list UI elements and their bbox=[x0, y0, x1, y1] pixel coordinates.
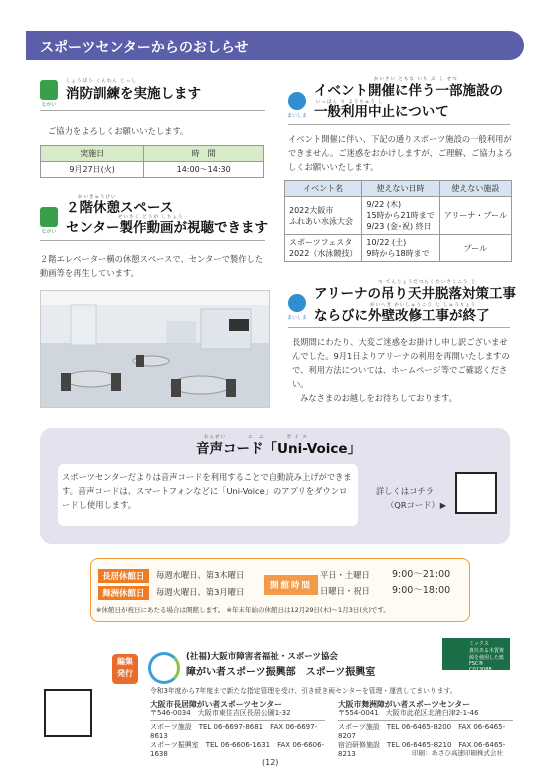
event-title-2: 一般利用中止について bbox=[314, 104, 449, 120]
nagai-icon-caption: ながい bbox=[41, 102, 57, 108]
table-cell: ふれあい水泳大会 bbox=[289, 216, 353, 226]
center-address: 〒554-0041 大阪市此花区北港白津2-1-46 bbox=[338, 709, 479, 717]
nagai-closed-text: 毎週水曜日、第3木曜日 bbox=[156, 570, 245, 580]
event-ruby-2: いっぱん り ようちゅう し bbox=[316, 100, 384, 105]
table-row bbox=[285, 235, 512, 262]
lounge-ruby-1: かいきゅうけい bbox=[78, 195, 117, 200]
center-phone: 宿泊研修施設 TEL 06-6465-8210 FAX 06-6465-8213 bbox=[338, 741, 506, 758]
opening-hours-tag: 開館時間 bbox=[264, 575, 318, 595]
table-header: 実施日 bbox=[41, 146, 144, 162]
weekday-label: 平日・土曜日 bbox=[320, 570, 370, 580]
footer-qr-code[interactable] bbox=[44, 689, 92, 737]
table-cell: 15時から21時まで bbox=[366, 211, 435, 220]
nagai-icon-caption: ながい bbox=[41, 229, 57, 235]
fire-drill-text: ご協力をよろしくお願いいたします。 bbox=[48, 126, 189, 136]
voice-text: スポーツセンターだよりは音声コードを利用することで自動読み上げができます。音声コードは、スマートフォンなどに「Uni-Voice」のアプリをダウンロードし使用します。 bbox=[62, 472, 352, 510]
nagai-icon bbox=[40, 207, 58, 227]
table-cell: 9時から18時まで bbox=[366, 249, 430, 258]
publisher-badge-line: 編集 bbox=[117, 657, 133, 666]
table-cell: アリーナ・プール bbox=[439, 197, 511, 235]
publisher-dept: 障がい者スポーツ振興部 スポーツ振興室 bbox=[186, 667, 376, 678]
divider bbox=[40, 240, 265, 241]
table-cell: 10/22 (土) bbox=[366, 238, 407, 247]
lounge-photo bbox=[40, 290, 270, 408]
maishima-closed-tag: 舞洲休館日 bbox=[98, 586, 149, 600]
voice-more-label: 詳しくはコチラ bbox=[376, 486, 435, 496]
center-address: 〒546-0034 大阪市東住吉区長居公園1-32 bbox=[150, 709, 291, 717]
arena-title-1: アリーナの吊り天井脱落対策工事 bbox=[314, 286, 516, 302]
nagai-center-info bbox=[150, 700, 325, 759]
page-number: (12) bbox=[262, 758, 279, 767]
lounge-title-2: センター製作動画が視聴できます bbox=[66, 220, 268, 236]
table-row bbox=[285, 197, 512, 235]
center-phone: スポーツ施設 TEL 06-6465-8200 FAX 06-6465-8207 bbox=[338, 723, 506, 740]
table-cell: スポーツフェスタ bbox=[289, 238, 353, 247]
fire-drill-table bbox=[40, 145, 264, 178]
publisher-badge bbox=[112, 654, 138, 684]
arena-ruby-1: つ てんじょうだつらくたいさくこう じ bbox=[378, 280, 477, 285]
lounge-text: ２階エレベーター横の休憩スペースで、センターで製作した動画等を再生しています。 bbox=[40, 254, 264, 278]
arena-text-2: みなさまのお越しをお待ちしております。 bbox=[300, 393, 457, 403]
printer-credit: 印刷：あさひ高速印刷株式会社 bbox=[412, 749, 503, 757]
divider bbox=[288, 124, 510, 125]
voice-qr-link[interactable]: （QRコード）▶ bbox=[386, 500, 447, 510]
arena-title-2: ならびに外壁改修工事が終了 bbox=[314, 308, 490, 324]
maishima-icon-caption: まいしま bbox=[286, 113, 307, 119]
fire-drill-ruby: しょうぼう くんれん じっし bbox=[66, 79, 137, 84]
table-header: イベント名 bbox=[285, 181, 362, 197]
table-header: 使えない日時 bbox=[362, 181, 439, 197]
nagai-icon bbox=[40, 80, 58, 100]
weekday-time: 9:00～21:00 bbox=[392, 569, 451, 580]
maishima-icon bbox=[288, 294, 306, 312]
lounge-photo-illustration bbox=[41, 291, 270, 408]
table-cell: プール bbox=[439, 235, 511, 262]
table-cell: 14:00～14:30 bbox=[144, 162, 264, 178]
table-cell: 9/22 (木) bbox=[366, 200, 402, 209]
event-text: イベント開催に伴い、下記の通りスポーツ施設の一般利用ができません。ご迷惑をおかけしますが、ご理解、ご協力よろしくお願いいたします。 bbox=[288, 134, 513, 172]
publisher-org: (社福)大阪市障害者福祉・スポーツ協会 bbox=[186, 652, 338, 662]
page-banner bbox=[26, 31, 524, 60]
voice-ruby: おんせい ユ ニ ボ イ ス bbox=[204, 435, 308, 440]
maishima-closed-text: 毎週火曜日、第3月曜日 bbox=[156, 587, 245, 597]
closed-days-note: ※休館日が祝日にあたる場合は開館します。 ※年末年始の休館日は12月29日(木)～1月3日(火)です。 bbox=[96, 606, 390, 614]
voice-qr-code[interactable] bbox=[455, 472, 497, 514]
table-cell: 9月27日(火) bbox=[41, 162, 144, 178]
divider bbox=[288, 327, 510, 328]
association-logo bbox=[148, 652, 180, 684]
arena-text: 長期間にわたり、大変ご迷惑をお掛けし申し訳ございませんでした。9月1日よりアリーナの利用を再開いたしますので、利用方法については、ホームページ等でご確認ください。 bbox=[292, 337, 510, 389]
event-ruby-1: かいさい ともな いち ぶ し せつ bbox=[374, 77, 458, 82]
fsc-logo bbox=[442, 638, 510, 673]
fsc-label-2: 責任ある木質資源を使用した紙 bbox=[469, 648, 505, 661]
publisher-badge-line: 発行 bbox=[117, 669, 133, 678]
table-cell: 9/23 (金･祝) 終日 bbox=[366, 222, 432, 231]
table-header: 時 間 bbox=[144, 146, 264, 162]
event-table bbox=[284, 180, 512, 262]
publisher-note: 令和3年度から7年度まで新たな指定管理を受け、引き続き両センターを管理・運営してまいります。 bbox=[150, 687, 457, 695]
arena-ruby-2: がいへき かいしゅうこう じ しゅうりょう bbox=[370, 303, 477, 308]
nagai-closed-tag: 長居休館日 bbox=[98, 569, 149, 583]
center-name: 大阪市長居障がい者スポーツセンター bbox=[150, 700, 282, 709]
divider bbox=[150, 720, 325, 721]
holiday-time: 9:00～18:00 bbox=[392, 585, 451, 596]
lounge-ruby-2: せいさく どうが しちょう bbox=[118, 215, 184, 220]
table-cell: 2022大阪市 bbox=[289, 205, 334, 215]
table-cell: 2022（水泳競技） bbox=[289, 249, 358, 258]
banner-title: スポーツセンターからのおしらせ bbox=[40, 40, 249, 56]
center-name: 大阪市舞洲障がい者スポーツセンター bbox=[338, 700, 470, 709]
fsc-label-3: FSC® C013088 bbox=[469, 661, 492, 673]
holiday-label: 日曜日・祝日 bbox=[320, 586, 370, 596]
event-title-1: イベント開催に伴う一部施設の bbox=[314, 83, 503, 99]
divider bbox=[338, 720, 513, 721]
voice-title: 音声コード「Uni-Voice」 bbox=[196, 441, 362, 457]
fire-drill-title: 消防訓練を実施します bbox=[66, 86, 201, 102]
center-phone: スポーツ振興室 TEL 06-6606-1631 FAX 06-6606-1638 bbox=[150, 741, 325, 758]
maishima-icon bbox=[288, 92, 306, 110]
center-phone: スポーツ施設 TEL 06-6697-8681 FAX 06-6697-8613 bbox=[150, 723, 318, 740]
divider bbox=[40, 110, 265, 111]
table-header: 使えない施設 bbox=[439, 181, 511, 197]
lounge-title-1: ２階休憩スペース bbox=[66, 200, 174, 216]
maishima-icon-caption: まいしま bbox=[286, 315, 307, 321]
fsc-label-1: ミックス bbox=[469, 641, 489, 647]
